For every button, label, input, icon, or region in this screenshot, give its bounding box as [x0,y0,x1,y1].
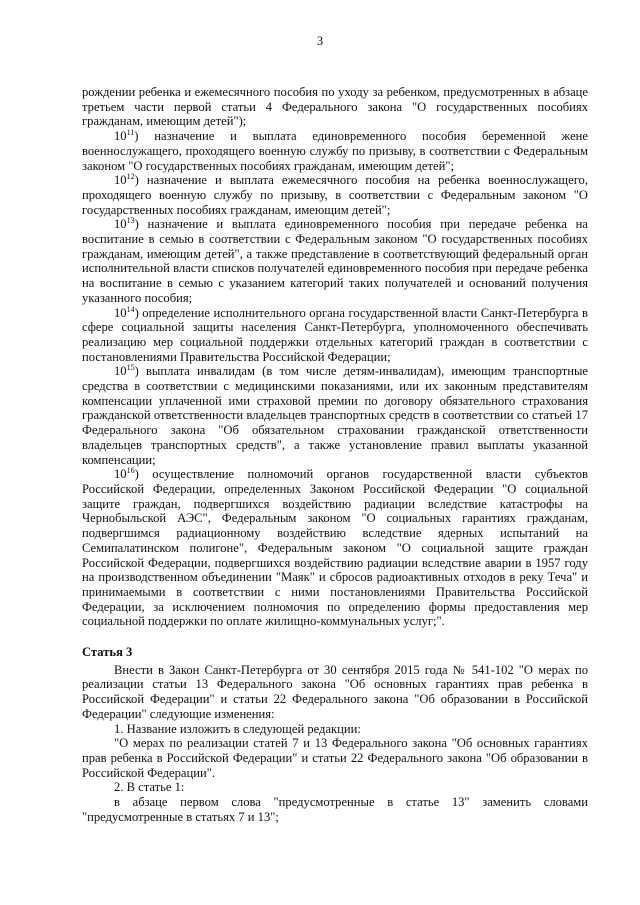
item-superscript: 11 [126,128,135,138]
article-heading: Статья 3 [82,645,133,660]
item-number: 10 [114,305,127,320]
item-text: ) выплата инвалидам (в том числе детям-инвалидам), имеющим транспортные средства в соответствии с медицинскими показаниями, или их законным представителям компенсации уплаченной ими страховой премии по договору обязательного страхования гражданской ответственности владельцев транспортных средств в соответствии со статьей 17 Федерального закона "Об обязательном страховании гражданской ответственности владельцев транспортных средств", а также установление правил выплаты указанной компенсации; [82,364,588,467]
paragraph-continuation: рождении ребенка и ежемесячного пособия по уходу за ребенком, предусмотренных в абзаце третьем части первой статьи 4 Федерального закона "О государственных пособиях гражданам, имеющим детей"); [82,85,588,129]
paragraph-item-10-13 [82,217,588,305]
item-text: ) определение исполнительного органа государственной власти Санкт-Петербурга в сфере социальной защиты населения Санкт-Петербурга, уполномоченного обеспечивать реализацию мер социальной поддержки отдельных категорий граждан в соответствии с постановлениями Правительства Российской Федерации; [82,305,588,364]
page-number: 3 [316,34,324,48]
item-text: ) назначение и выплата ежемесячного пособия на ребенка военнослужащего, проходящего военную службу по призыву, в соответствии с Федеральным законом "О государственных пособиях гражданам, имеющим детей"; [82,173,588,217]
item-text: ) осуществление полномочий органов государственной власти субъектов Российской Федерации, определенных Законом Российской Федерации "О социальной защите граждан, подвергшихся воздействию радиации вследствие катастрофы на Чернобыльской АЭС", Федеральным законом "О социальных гарантиях гражданам, подвергшимся радиационному воздействию вследствие ядерных испытаний на Семипалатинском полигоне", Федеральным законом "О социальной защите граждан Российской Федерации, подвергшихся воздействию радиации вследствие аварии в 1957 году на производственном объединении "Маяк" и сбросов радиоактивных отходов в реку Теча" и принимаемыми в соответствии с ними постановлениями Правительства Российской Федерации, за исключением полномочия по определению формы предоставления мер социальной поддержки по оплате жилищно-коммунальных услуг;". [82,467,588,629]
item-number: 10 [114,364,127,379]
item-number: 10 [114,173,127,188]
item-superscript: 16 [126,466,135,476]
article-paragraph: Внести в Закон Санкт-Петербурга от 30 сентября 2015 года № 541-102 "О мерах по реализации статьи 13 Федерального закона "Об основных гарантиях прав ребенка в Российской Федерации" и статьи 22 Федерального закона "Об образовании в Российской Федерации" следующие изменения: [82,662,588,721]
article-paragraph: 2. В статье 1: [114,780,185,795]
article-paragraph: 1. Название изложить в следующей редакции: [114,721,361,736]
item-number: 10 [114,217,127,232]
paragraph-item-10-11 [82,129,588,173]
item-superscript: 15 [126,363,135,373]
paragraph-item-10-14 [82,306,588,365]
item-superscript: 13 [126,216,135,226]
item-superscript: 12 [126,172,135,182]
item-number: 10 [114,129,127,144]
paragraph-item-10-15 [82,364,588,467]
document-body [82,85,588,824]
article-paragraph: "О мерах по реализации статей 7 и 13 Федерального закона "Об основных гарантиях прав ребенка в Российской Федерации" и статьи 22 Федерального закона "Об образовании в Российской Федерации". [82,736,588,780]
article-paragraph: в абзаце первом слова "предусмотренные в статье 13" заменить словами "предусмотренные в статьях 7 и 13"; [82,795,588,824]
paragraph-item-10-16 [82,467,588,629]
item-text: ) назначение и выплата единовременного пособия беременной жене военнослужащего, проходящего военную службу по призыву, в соответствии с Федеральным законом "О государственных пособиях гражданам, имеющим детей"; [82,129,588,173]
paragraph-item-10-12 [82,173,588,217]
item-number: 10 [114,467,127,482]
item-text: ) назначение и выплата единовременного пособия при передаче ребенка на воспитание в семью в соответствии с Федеральным законом "О государственных пособиях гражданам, имеющим детей", а также представление в соответствующий федеральный орган исполнительной власти списков получателей единовременного пособия при передаче ребенка на воспитание в семью с указанием категорий таких получателей и оснований получения указанного пособия; [82,217,588,305]
item-superscript: 14 [126,304,135,314]
